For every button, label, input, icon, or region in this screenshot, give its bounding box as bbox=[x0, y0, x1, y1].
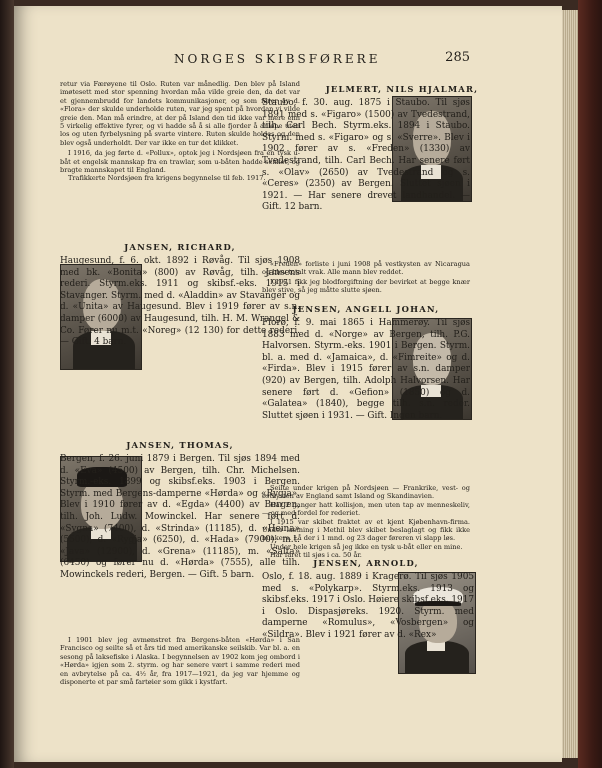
entry-name: JENSEN, ARNOLD, bbox=[313, 558, 419, 568]
entry-jansen-thomas bbox=[60, 440, 300, 451]
entry-jansen-richard bbox=[60, 242, 300, 253]
entry-name: JANSEN, THOMAS, bbox=[126, 440, 234, 450]
entry-bio: Staubo, f. 30. aug. 1875 i Staubo. Til sjøs 1891 med s. «Figaro» (1500) av Tvedestrand, tilh. Carl Bech. Styrm.eks. 1894 i Staubo. Styrm. med s. «Figaro» og s. «Sverre». Blev i 1902 fører av s. «Freden» (1330) av Tvedestrand, tilh. Carl Bech. Har senere ført s. «Olav» (2650) av Tvedestrand og s. «Ceres» (2350) av Bergen. Sluttet sjøen i 1921. — Har senere drevet landhandel. — Gift. 12 barn. bbox=[262, 98, 470, 213]
entry-name: JELMERT, NILS HJALMAR, bbox=[325, 84, 479, 94]
entry-jelmert-nils bbox=[304, 84, 500, 95]
book-cover-edge bbox=[578, 0, 602, 768]
entry-bio: Florø, f. 9. mai 1865 i Hammerøy. Til sjøs 1883 med d. «Norge» av Bergen, tilh. P.G. Halvorsen. Styrm.-eks. 1901 i Bergen. Styrm. bl. a. med d. «Jamaica», d. «Fimreite» og d. «Firda». Blev i 1915 fører av s.n. damper (920) av Bergen, tilh. Adolph Halvorsen. Har senere ført d. «Gefion» (1850) og d. «Galatea» (1840), begge tilh. s.n. reder. Sluttet sjøen i 1931. — Gift. Ingen barn. bbox=[262, 318, 470, 421]
entry-name: JANSEN, RICHARD, bbox=[124, 242, 236, 252]
book-spine-shadow bbox=[0, 0, 14, 768]
entry-bio: Haugesund, f. 6. okt. 1892 i Røvåg. Til sjøs 1908 med bk. «Bonita» (800) av Røvåg, tilh. Jansens rederi. Styrm.eks. 1911 og skibsf.-eks. 1915 i Stavanger. Styrm. med d. «Aladdin» av Stavanger og d. «Unita» av Haugesund. Blev i 1919 fører av s.n. damper (6000) av Haugesund, tilh. H. M. Wrangel & Co. Fører nu m.t. «Noreg» (12 130) for dette rederi. — Gift. 4 barn. bbox=[60, 256, 300, 348]
entry-note: I 1901 blev jeg avmønstret fra Bergens-båten «Hørda» i San Francisco og seilte så et års tid med amerikanske seilskib. Var bl. a. en sesong på laksefiske i Alaska. I begynnelsen av 1902 kom jeg ombord i «Hørda» igjen som 2. styrm. og har senere vært i samme rederi med en avbrytelse på ca. 4½ år, fra 1917—1921, da jeg var hjemme og disponerte et par små fartøier som gikk i kystfart. bbox=[60, 636, 300, 687]
running-header bbox=[14, 48, 562, 68]
page-edges bbox=[560, 10, 578, 758]
entry-note: Seilte under krigen på Nordsjøen — Frankrike, vest- og østkysten av England samt Island og Skandinavien. Har 2 ganger hatt kollisjon, men uten tap av menneskeliv, — og med fordel for rederiet. I 1915 var skibet fraktet av et kjent Kjøbenhavn-firma. Under lastning i Methil blev skibet beslaglagt og fikk ikke bunkers. Lå der i 1 mnd. og 23 dager føreren vi slapp løs. Under hele krigen så jeg ikke en tysk u-båt eller en mine. Har faret til sjøs i ca. 50 år. bbox=[262, 484, 470, 560]
continuation-paragraph: retur via Færøyene til Oslo. Ruten var månedlig. Den blev på Island imøtesett med stor spenning hvordan måa vilde greie den, da det var et gjennembrudd for landets kommunikasjoner, og som fører av d. «Flora» der skulde underholde ruten, var jeg spent på hvordan vi vilde greie den. Man må erindre, at der på Island den tid ikke var mere enn 5 virkelig effektive fyrer, og vi hadde så å si alle fjorder å anløpe uten los og uten fyrbelysning på svarte vintere. Ruten skulde holdes og den blev også underholdt. Der var ikke en tur det klikket. bbox=[60, 80, 300, 147]
entry-jensen-arnold bbox=[262, 558, 470, 569]
book-page bbox=[14, 6, 562, 762]
continuation-paragraph: I 1916, da jeg førte d. «Pollux», optok jeg i Nordsjøen fra en tysk u-båt et engelsk mannskap fra en trawlar, som u-båten hadde senket, og bragte mannskapet til England. bbox=[60, 149, 300, 175]
page-number: 285 bbox=[445, 50, 470, 65]
entry-bio: Bergen, f. 26. juni 1879 i Bergen. Til sjøs 1894 med d. «Eva» (4500) av Bergen, tilh. Chr. Michelsen. Styrm.-eks. 1899 og skibsf.eks. 1903 i Bergen. Styrm. med Bergens-damperne «Hørda» og «Rygja». Blev i 1910 fører av d. «Egda» (4400) av Bergen, tilh. Joh. Ludw. Mowinckel. Har senere ført d. «Sygna» (7400), d. «Strinda» (11185), d. «Heina» (5500), d. «Rygja» (6250), d. «Hada» (7900), m.t. «Java» (12900), d. «Grena» (11185), m. «Salta» (6450) og fører nu d. «Hørda» (7555), alle tilh. Mowinckels rederi, Bergen. — Gift. 5 barn. bbox=[60, 454, 300, 580]
continuation-paragraph: Trafikkerte Nordsjøen fra krigens begynnelse til feb. 1917. bbox=[68, 174, 266, 183]
entry-note: «Freden» forliste i juni 1908 på vestkysten av Nicaragua og blev totalt vrak. Alle mann blev reddet. I 1921 fikk jeg blodforgiftning der bevirket at begge knær blev stive, så jeg måtte slutte sjøen. bbox=[262, 260, 470, 295]
entry-bio: Oslo, f. 18. aug. 1889 i Kragerø. Til sjøs 1905 med s. «Polykarp». Styrm.eks. 1913 og skibsf.eks. 1917 i Oslo. Høiere skibsf.eks. 1917 i Oslo. Dispasjøreks. 1920. Styrm. med damperne «Romulus», «Vosbergen» og «Sildra». Blev i 1921 fører av d. «Rex» bbox=[262, 572, 474, 640]
header-title: NORGES SKIBSFØRERE bbox=[174, 52, 381, 66]
entry-jensen-angell bbox=[262, 304, 470, 315]
entry-name: JENSEN, ANGELL JOHAN, bbox=[292, 304, 440, 314]
